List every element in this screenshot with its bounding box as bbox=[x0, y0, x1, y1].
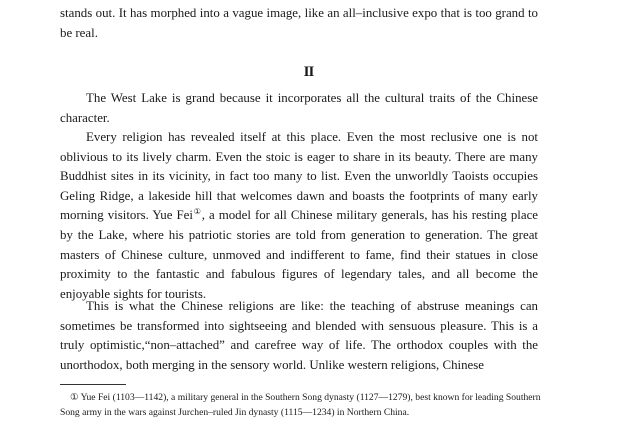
continued-paragraph: stands out. It has morphed into a vague image, like an all–inclusive expo that is too grand to be real. bbox=[60, 6, 538, 40]
footnote-divider bbox=[60, 384, 126, 385]
paragraph-chinese-religions: This is what the Chinese religions are like: the teaching of abstruse meanings can sometimes be transformed into sightseeing and blended with sensuous pleasure. This is a truly optimistic,“non–attached” and carefree way of life. The orthodox couples with the unorthodox, both merging in the sensory world. Unlike western religions, Chinese bbox=[60, 299, 538, 372]
footnote-marker[interactable]: ① bbox=[192, 207, 202, 217]
paragraph-text-before-footnote: Every religion has revealed itself at this place. Even the most reclusive one is not oblivious to its lively charm. Even the stoic is eager to share in its beauty. There are many Buddhist sites in its vicinity, in fact too many to list. Even the unworldly Taoists occupies Geling Ridge, a lakeside hill that welcomes dawn and boasts the footprints of many early morning visitors. Yue Fei bbox=[60, 130, 538, 223]
paragraph-west-lake-grand: The West Lake is grand because it incorporates all the cultural traits of the Chinese character. bbox=[60, 91, 538, 125]
footnote: ① Yue Fei (1103—1142), a military general in the Southern Song dynasty (1127—1279), best known for leading Southern Song army in the wars against Jurchen–ruled Jin dynasty (1115—1234) in Northern China. bbox=[60, 392, 541, 419]
section-heading: II bbox=[303, 64, 314, 80]
paragraph-text-after-footnote: , a model for all Chinese military generals, has his resting place by the Lake, where his patriotic stories are told from generation to generation. The great masters of Chinese culture, unmoved and indifferent to fame, find their statues in close proximity to the fantastic and fabulous figures of legendary tales, and all become the enjoyable sights for tourists. bbox=[60, 208, 539, 301]
paragraph-religions bbox=[60, 128, 538, 304]
